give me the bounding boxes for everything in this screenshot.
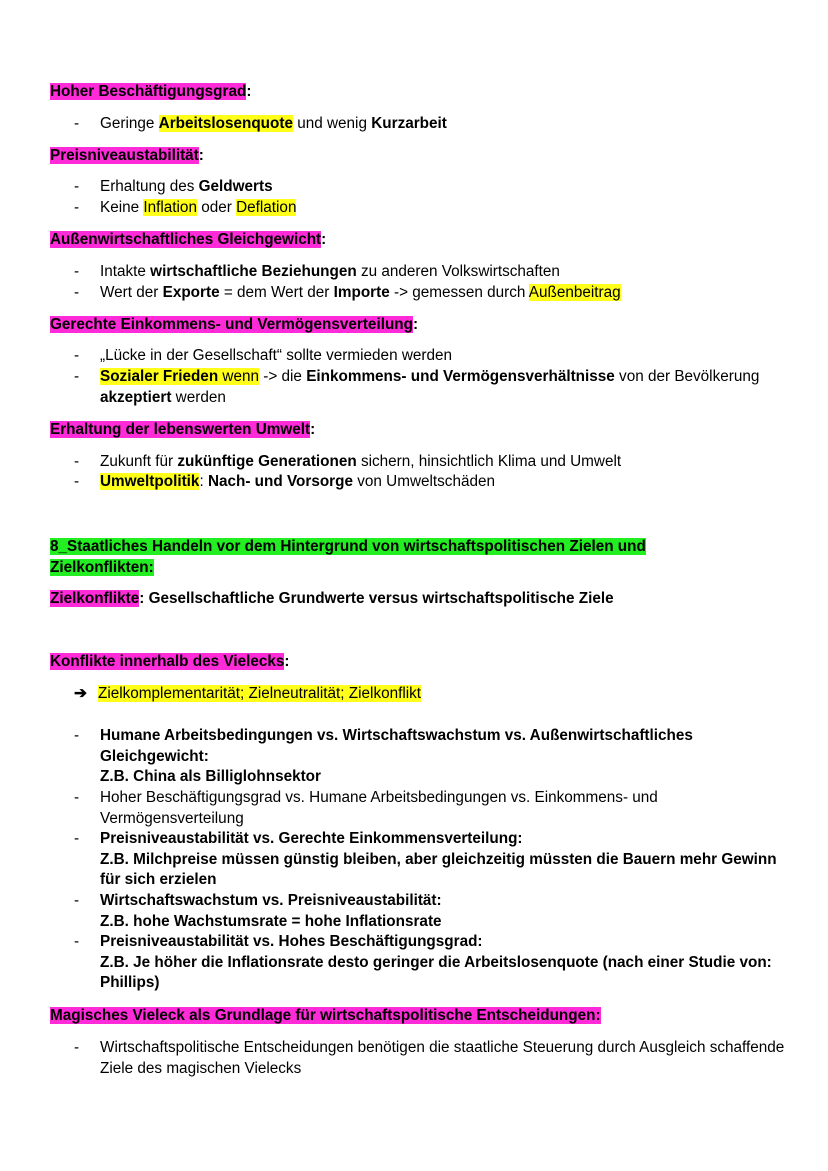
text-run: akzeptiert [100,388,172,406]
conflict-line: Z.B. hohe Wachstumsrate = hohe Inflationsrate [100,912,442,930]
conflict-text [100,726,800,788]
text-run: -> gemessen durch [389,284,529,301]
list-item-text [100,452,800,473]
text-run: Umweltpolitik [100,473,200,490]
conflict-line: Z.B. Milchpreise müssen günstig bleiben, aber gleichzeitig müssten die Bauern mehr Gewinn für sich erzielen [100,850,777,889]
text-run: Kurzarbeit [371,115,447,132]
heading-preisniveaustabilitaet: Preisniveaustabilität: [50,147,204,164]
list-item-text [100,283,800,304]
text-run: -> die [259,368,307,385]
text-run: = dem Wert der [219,284,334,301]
text-run: zu anderen Volkswirtschaften [356,263,560,280]
text-run: Sozialer Frieden [100,368,219,385]
text-run: Arbeitslosenquote [158,115,293,132]
list-item-text [100,367,800,408]
text-run: Geldwerts [198,178,273,195]
text-run: Erhaltung des [100,178,199,195]
text-run: Einkommens- und Vermögensverhältnisse [306,368,615,385]
list-item-text [100,346,800,367]
text-run: : [199,473,208,490]
conflict-line: Z.B. China als Billiglohnsektor [100,768,321,786]
text-run: Wert der [100,284,163,301]
text-run: Geringe [100,115,159,132]
list-item-text [100,114,800,135]
text-run: sichern, hinsichtlich Klima und Umwelt [356,453,622,470]
text-run: Deflation [236,199,297,216]
conflict-text [100,829,800,891]
zielkonflikte-line: Zielkonflikte: Gesellschaftliche Grundwerte versus wirtschaftspolitische Ziele [50,590,614,607]
text-run: Nach- und Vorsorge [207,473,353,490]
conflict-text [100,788,800,829]
text-run: von Umweltschäden [353,473,495,490]
conflict-line: Humane Arbeitsbedingungen vs. Wirtschaftswachstum vs. Außenwirtschaftliches Gleichgewicht: [100,727,693,765]
list-item-text [100,472,800,493]
text-run: Inflation [143,199,197,216]
text-run: wenn [218,368,259,385]
arrow-line: ➔ Zielkomplementarität; Zielneutralität; Zielkonflikt [74,685,422,702]
heading-magisches-vieleck: Magisches Vieleck als Grundlage für wirtschaftspolitische Entscheidungen: [50,1007,601,1024]
heading-aussenwirtschaft: Außenwirtschaftliches Gleichgewicht: [50,231,327,248]
conflict-line: Wirtschaftswachstum vs. Preisniveaustabilität: [100,892,442,909]
document-page: Hoher Beschäftigungsgrad: - Geringe Arbeitslosenquote und wenig Kurzarbeit Preisniveaustabilität: - Erhaltung des Geldwerts - Keine Inflation oder Deflation Außenwirtschaftliches Gleichgewicht: - Intakte wirtschaftliche Beziehungen zu anderen Volkswirtschaften - Wert der Exporte = dem Wert der Importe -> gemessen durch Außenbeitrag Gerechte Einkommens- und Vermögensverteilung: - „Lücke in der Gesellschaft“ sollte vermieden werden - Sozialer Frieden wenn -> die Einkommens- und Vermögensverhältnisse von der Bevölkerung akzeptiert werden Erhaltung der lebenswerten Umwelt: - Zukunft für zukünftige Generationen sichern, hinsichtlich Klima und Umwelt - Umweltpolitik: Nach- und Vorsorge von Umweltschäden 8_Staatliches Handeln vor dem Hintergrund von wirtschaftspolitischen Zielen und Zielkonflikten: Zielkonflikte: Gesellschaftliche Grundwerte versus wirtschaftspolitische Ziele Konflikte innerhalb des Vielecks: ➔ Zielkomplementarität; Zielneutralität; Zielkonflikt - Humane Arbeitsbedingungen vs. Wirtschaftswachstum vs. Außenwirtschaftliches Gleichgewicht: Z.B. China als Billiglohnsektor - Hoher Beschäftigungsgrad vs. Humane Arbeitsbedingungen vs. Einkommens- und Vermögensverteilung - Preisniveaustabilität vs. Gerechte Einkommensverteilung: Z.B. Milchpreise müssen günstig bleiben, aber gleichzeitig müssten die Bauern mehr Gewinn für sich erzielen - Wirtschaftswachstum vs. Preisniveaustabilität: Z.B. hohe Wachstumsrate = hohe Inflationsrate - Preisniveaustabilität vs. Hohes Beschäftigungsgrad: Z.B. Je höher die Inflationsrate desto geringer die Arbeitslosenquote (nach einer Studie von: Phillips) Magisches Vieleck als Grundlage für wirtschaftspolitische Entscheidungen: - Wirtschaftspolitische Entscheidungen benötigen die staatliche Steuerung durch Ausgleich schaffende Ziele des magischen Vielecks [0,0,828,1171]
list-item-text [100,262,800,283]
list-item-text: Wirtschaftspolitische Entscheidungen benötigen die staatliche Steuerung durch Ausgleich schaffende Ziele des magischen Vielecks [100,1039,785,1077]
text-run: „Lücke in der Gesellschaft“ sollte vermieden werden [100,347,452,364]
text-run: und wenig [292,115,372,132]
text-run: Keine [100,199,144,216]
heading-einkommensverteilung: Gerechte Einkommens- und Vermögensverteilung: [50,316,419,333]
text-run: Exporte [162,284,220,301]
chapter-heading: 8_Staatliches Handeln vor dem Hintergrund von wirtschaftspolitischen Zielen und Zielkonflikten: [50,538,646,576]
conflict-text [100,932,800,994]
list-item-text [100,177,800,198]
conflict-line: Z.B. Je höher die Inflationsrate desto geringer die Arbeitslosenquote (nach einer Studie von: Phillips) [100,953,772,992]
heading-konflikte-vieleck: Konflikte innerhalb des Vielecks: [50,653,290,670]
arrow-right-icon: ➔ [74,685,87,702]
text-run: Zukunft für [100,453,178,470]
text-run: Importe [333,284,390,301]
conflict-line: Preisniveaustabilität vs. Gerechte Einkommensverteilung: [100,830,523,847]
list-item-text [100,198,800,219]
text-run: oder [196,199,237,216]
text-run: werden [171,388,226,406]
text-run: von der Bevölkerung [614,368,760,385]
conflict-line: Preisniveaustabilität vs. Hohes Beschäftigungsgrad: [100,933,483,950]
text-run: wirtschaftliche Beziehungen [150,263,357,280]
heading-beschaeftigungsgrad: Hoher Beschäftigungsgrad: [50,83,252,100]
text-run: Intakte [100,263,151,280]
heading-umwelt: Erhaltung der lebenswerten Umwelt: [50,421,316,438]
text-run: zukünftige Generationen [177,453,357,470]
conflict-line: Hoher Beschäftigungsgrad vs. Humane Arbeitsbedingungen vs. Einkommens- und Vermögensverteilung [100,789,658,827]
conflict-text [100,891,800,932]
text-run: Außenbeitrag [528,284,621,301]
